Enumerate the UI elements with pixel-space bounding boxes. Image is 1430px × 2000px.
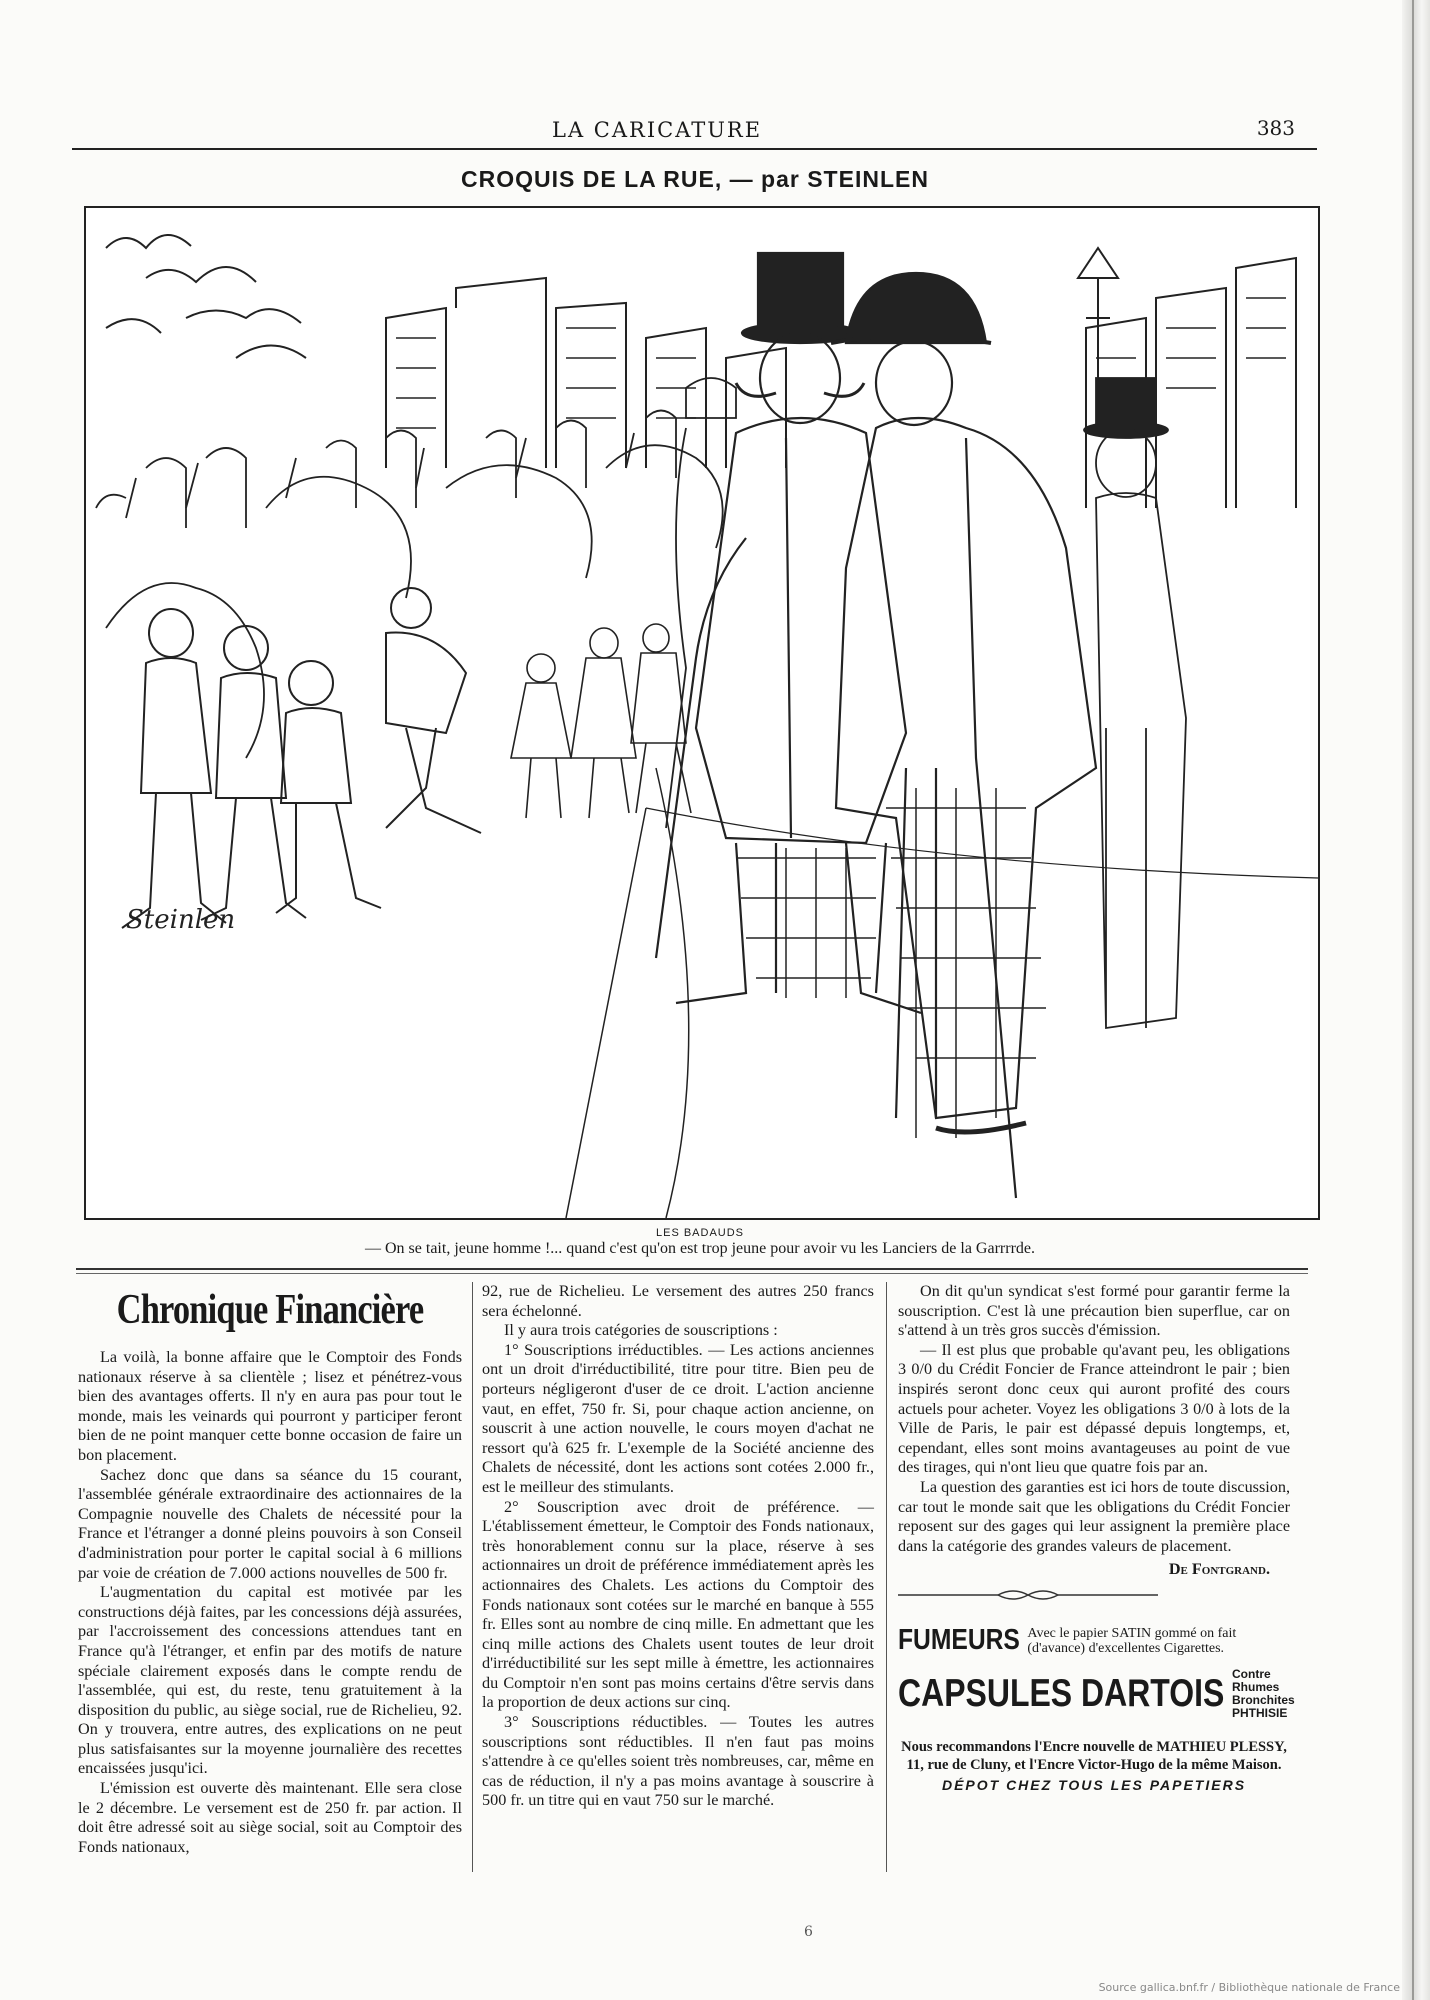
page-edge-line — [1412, 0, 1414, 2000]
ad-capsules-indications — [1232, 1668, 1295, 1720]
source-credit: Source gallica.bnf.fr / Bibliothèque nationale de France — [1098, 1981, 1400, 1994]
journal-title: LA CARICATURE — [552, 118, 763, 142]
ad-capsules-line3: PHTHISIE — [1232, 1705, 1288, 1720]
author-signature: De Fontgrand. — [1168, 1560, 1270, 1579]
article-column-3 — [898, 1282, 1295, 1795]
paragraph: Sachez donc que dans sa séance du 15 courant, l'assemblée générale extraordinaire des actionnaires de la Compagnie nouvelle des Chalets de nécessité pour la France et l'étranger a donné pleins pouvoirs à son Conseil d'administration pour porter le capital social à 6 millions par voie de création de 7.000 actions nouvelles de 500 fr. — [78, 1465, 462, 1582]
artist-signature: Steinlen — [126, 905, 236, 935]
paragraph: 2° Souscription avec droit de préférence. — L'établissement émetteur, le Comptoir des Fonds nationaux, très honorablement connu sur la place, réserve à ses actionnaires un droit de préférence immédiatement après les actionnaires des Chalets. Les actions du Comptoir des Fonds nationaux sont cotées sur le marché en banque à 555 fr. Elles sont au nombre de cinq mille. En admettant que les cinq mille actions des Chalets usent toutes de leur droit d'irréductibilité sur les sept mille à émettre, les actionnaires du Comptoir n'en sont pas moins certains d'être servis dans la proportion de deux actions sur cinq. — [482, 1497, 874, 1712]
ornament-divider — [898, 1590, 1158, 1600]
ad-capsules-line2: Bronchites — [1232, 1692, 1295, 1707]
column-separator — [472, 1282, 473, 1872]
folio-mark: 6 — [804, 1924, 813, 1940]
ad-capsules — [898, 1666, 1295, 1720]
paragraph: L'émission est ouverte dès maintenant. Elle sera close le 2 décembre. Le versement est de 250 fr. par action. Il doit être adressé soit au siège social, soit au Comptoir des Fonds nationaux, — [78, 1779, 462, 1856]
article-title: Chronique Financière — [116, 1287, 424, 1333]
paragraph: 1° Souscriptions irréductibles. — Les actions anciennes ont un droit d'irréductibilité, titre pour titre. Bien peu de porteurs négligeront d'user de ce droit. L'action ancienne vaut, en effet, 750 fr. Si, pour chaque action ancienne, on souscrit à une action nouvelle, le cours moyen d'achat ne ressort qu'à 625 fr. L'exemple de la Société ancienne des Chalets de nécessité, dont les actions sont cotées 2.000 fr., est le meilleur des stimulants. — [482, 1340, 874, 1496]
article-column-1 — [78, 1282, 462, 1857]
section-rule — [76, 1268, 1308, 1270]
ad-capsules-line1: Contre Rhumes — [1232, 1666, 1280, 1694]
page-number: 383 — [1256, 116, 1295, 140]
ad-fumeurs-text — [1027, 1626, 1236, 1656]
ad-fumeurs-heading: FUMEURS — [898, 1623, 1020, 1656]
ad-fumeurs-line2: (d'avance) d'excellentes Cigarettes. — [1027, 1640, 1225, 1656]
page-header — [72, 118, 1317, 150]
page-edge — [1402, 0, 1430, 2000]
paragraph: On dit qu'un syndicat s'est formé pour garantir ferme la souscription. C'est là une précaution bien superflue, car on s'attend à un très gros succès d'émission. — [898, 1282, 1290, 1340]
paragraph: Il y aura trois catégories de souscriptions : — [504, 1321, 778, 1340]
column-separator — [886, 1282, 887, 1872]
caption: — On se tait, jeune homme !... quand c'est qu'on est trop jeune pour avoir vu les Lanciers de la Garrrrde. — [365, 1240, 1035, 1257]
paragraph: L'augmentation du capital est motivée par les constructions déjà faites, par les concessions déjà assurées, par l'accroissement des concessions attendues tant en France qu'à l'étranger, et enfin par des motifs de nature spéciale clairement exposés dans le compte rendu de l'assemblée, qui est, du reste, tenu gratuitement à la disposition du public, au siège social, rue de Richelieu, 92. On y trouvera, entre autres, des explications on ne peut plus satisfaisantes sur la moyenne journalière des recettes encaissées jusqu'ici. — [78, 1583, 462, 1778]
ad-fumeurs-line1: Avec le papier SATIN gommé on fait — [1027, 1625, 1237, 1641]
paragraph: — Il est plus que probable qu'avant peu, les obligations 3 0/0 du Crédit Foncier de France atteindront le pair ; bien inspirés seront donc ceux qui auront profité des cours actuels pour acheter. Voyez les obligations 3 0/0 à lots de la Ville de Paris, le pair est dépassé depuis longtemps, et, cependant, elles sont moins avantageuses au point de vue des tirages, qui n'ont lieu que quatre fois par an. — [898, 1340, 1290, 1477]
ad-capsules-heading: CAPSULES DARTOIS — [898, 1671, 1225, 1715]
section-rule-thin — [76, 1273, 1308, 1274]
illustration — [84, 206, 1320, 1220]
street-scene-drawing — [86, 208, 1318, 1218]
paragraph: 3° Souscriptions réductibles. — Toutes les autres souscriptions sont réductibles. Il n'en faut pas moins s'attendre à ce qu'elles soient très nombreuses, car, même en cas de réduction, il n'y a pas moins avantage à souscrire à 500 fr. un titre qui en vaut 750 sur le marché. — [482, 1713, 874, 1810]
caption-heading: LES BADAUDS — [655, 1227, 745, 1239]
illustration-title: CROQUIS DE LA RUE, — par STEINLEN — [461, 166, 929, 192]
article-column-2 — [482, 1282, 874, 1811]
ad-depot: DÉPOT CHEZ TOUS LES PAPETIERS — [941, 1776, 1247, 1793]
paragraph: La question des garanties est ici hors de toute discussion, car tout le monde sait que les obligations du Crédit Foncier reposent sur des gages qui leur assignent la première place dans la catégorie des grandes valeurs de placement. — [898, 1477, 1290, 1555]
ad-encre: Nous recommandons l'Encre nouvelle de MATHIEU PLESSY, 11, rue de Cluny, et l'Encre Victor-Hugo de la même Maison. — [901, 1738, 1287, 1773]
paragraph: La voilà, la bonne affaire que le Comptoir des Fonds nationaux réserve à sa clientèle ; lisez et pénétrez-vous bien des avantages offerts. Il n'y en aura pas pour tout le monde, mais les veinards qui pourront y participer feront bien de ne point manquer cette bonne occasion de faire un bon placement. — [78, 1348, 462, 1464]
ad-fumeurs — [898, 1623, 1290, 1656]
paragraph: 92, rue de Richelieu. Le versement des autres 250 francs sera échelonné. — [482, 1282, 874, 1320]
